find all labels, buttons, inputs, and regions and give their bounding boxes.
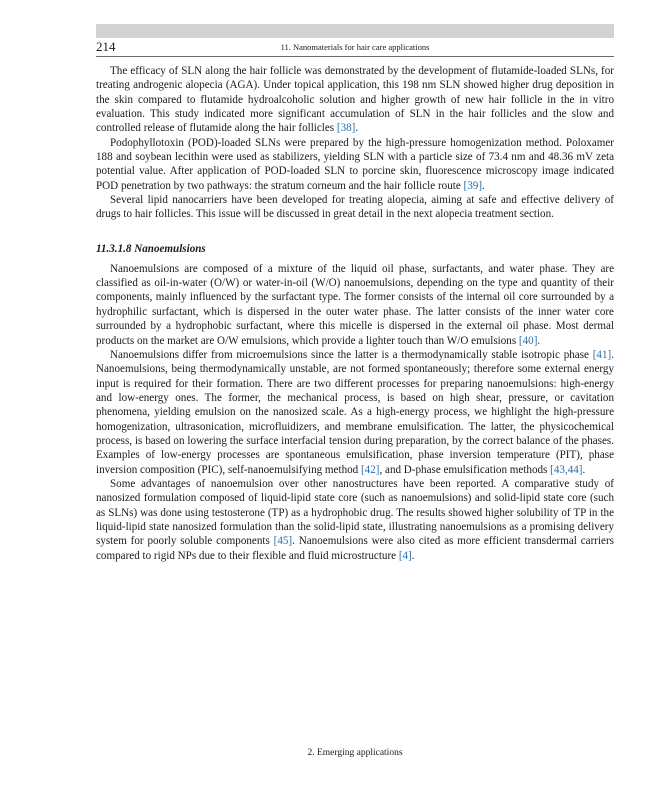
section-heading: 11.3.1.8 Nanoemulsions: [96, 242, 206, 255]
body-text: [96, 64, 614, 563]
page-header: [96, 38, 614, 57]
top-bar: [96, 24, 614, 38]
running-title: 11. Nanomaterials for hair care applications: [280, 42, 430, 52]
citation-40[interactable]: [40]: [518, 334, 538, 347]
paragraph-nanoemulsions-composition: Nanoemulsions are composed of a mixture of the liquid oil phase, surfactants, and water phase. They are classified as oil-in-water (O/W) or water-in-oil (W/O) nanoemulsions, depending on the type and quantity of their components, mainly influenced by the surfactant type. The former consists of the internal oil core surrounded by a hydrophilic surfactant, which is dispersed in the outer water phase. The latter consists of the inner water core surrounded by a hydrophobic surfactant, where this micelle is dispersed in the external oil phase. Most dermal products on the market are O/W emulsions, which provide a lighter touch than W/O emulsions [40].: [96, 262, 614, 347]
citation-41[interactable]: [41]: [592, 348, 612, 361]
citation-39[interactable]: [39]: [463, 179, 483, 192]
paragraph-sln-flutamide: The efficacy of SLN along the hair follicle was demonstrated by the development of flutamide-loaded SLNs, for treating androgenic alopecia (AGA). Under topical application, this 198 nm SLN showed higher drug deposition in the skin compared to flutamide hydroalcoholic solution and higher growth of new hair follicle in the in vitro evaluation. This study indicated more significant accumulation of SLN in the hair follicles and the slow and controlled release of flutamide along the hair follicles [38].: [96, 65, 614, 135]
paragraph-lipid-nanocarriers: Several lipid nanocarriers have been developed for treating alopecia, aiming at safe and effective delivery of drugs to hair follicles. This issue will be discussed in great detail in the next alopecia treatment section.: [96, 194, 614, 221]
page-footer: 2. Emerging applications: [307, 748, 403, 758]
citation-45[interactable]: [45]: [273, 535, 293, 548]
page-number: 214: [96, 39, 116, 54]
paragraph-pod-sln: Podophyllotoxin (POD)-loaded SLNs were prepared by the high-pressure homogenization method. Poloxamer 188 and soybean lecithin were used as stabilizers, yielding SLN with a particle size of 73.4 nm and 48.36 mV zeta potential value. After application of POD-loaded SLN to porcine skin, fluorescence microscopy image indicated POD penetration by two pathways: the stratum corneum and the hair follicle route [39].: [96, 136, 614, 192]
paragraph-nanoemulsions-advantages: Some advantages of nanoemulsion over other nanostructures have been reported. A comparative study of nanosized formulation composed of liquid-lipid state core (such as nanoemulsions) and solid-lipid state core (such as SLNs) was done using testosterone (TP) as a hydrophobic drug. The results showed higher solubility of TP in the liquid-lipid state nanosized formulation than the solid-lipid state, illustrating nanoemulsions as a promising delivery system for poorly soluble components [45]. Nanoemulsions were also cited as more efficient transdermal carriers compared to rigid NPs due to their flexible and fluid microstructure [4].: [96, 477, 614, 562]
citation-43-44[interactable]: [43,44]: [550, 463, 583, 476]
citation-42[interactable]: [42]: [360, 463, 380, 476]
citation-4[interactable]: [4]: [398, 549, 412, 562]
citation-38[interactable]: [38]: [336, 122, 356, 135]
paragraph-nanoemulsions-preparation: Nanoemulsions differ from microemulsions since the latter is a thermodynamically stable isotropic phase [41]. Nanoemulsions, being thermodynamically unstable, are not formed spontaneously; therefore some external energy input is required for their formation. There are two different processes for preparing nanoemulsions: high-energy and low-energy ones. The former, the mechanical process, is based on high shear, pressure, or cavitation phenomena, yielding emulsion on the nanosized scale. As a high-energy process, we highlight the high-pressure homogenization, ultrasonication, microfluidizers, and membrane emulsification. The latter, the physicochemical process, is based on lowering the surface interfacial tension during preparation, by the correct balance of the phases. Examples of low-energy processes are spontaneous emulsification, phase inversion temperature (PIT), phase inversion composition (PIC), self-nanoemulsifying method [42], and D-phase emulsification methods [43,44].: [96, 348, 614, 476]
